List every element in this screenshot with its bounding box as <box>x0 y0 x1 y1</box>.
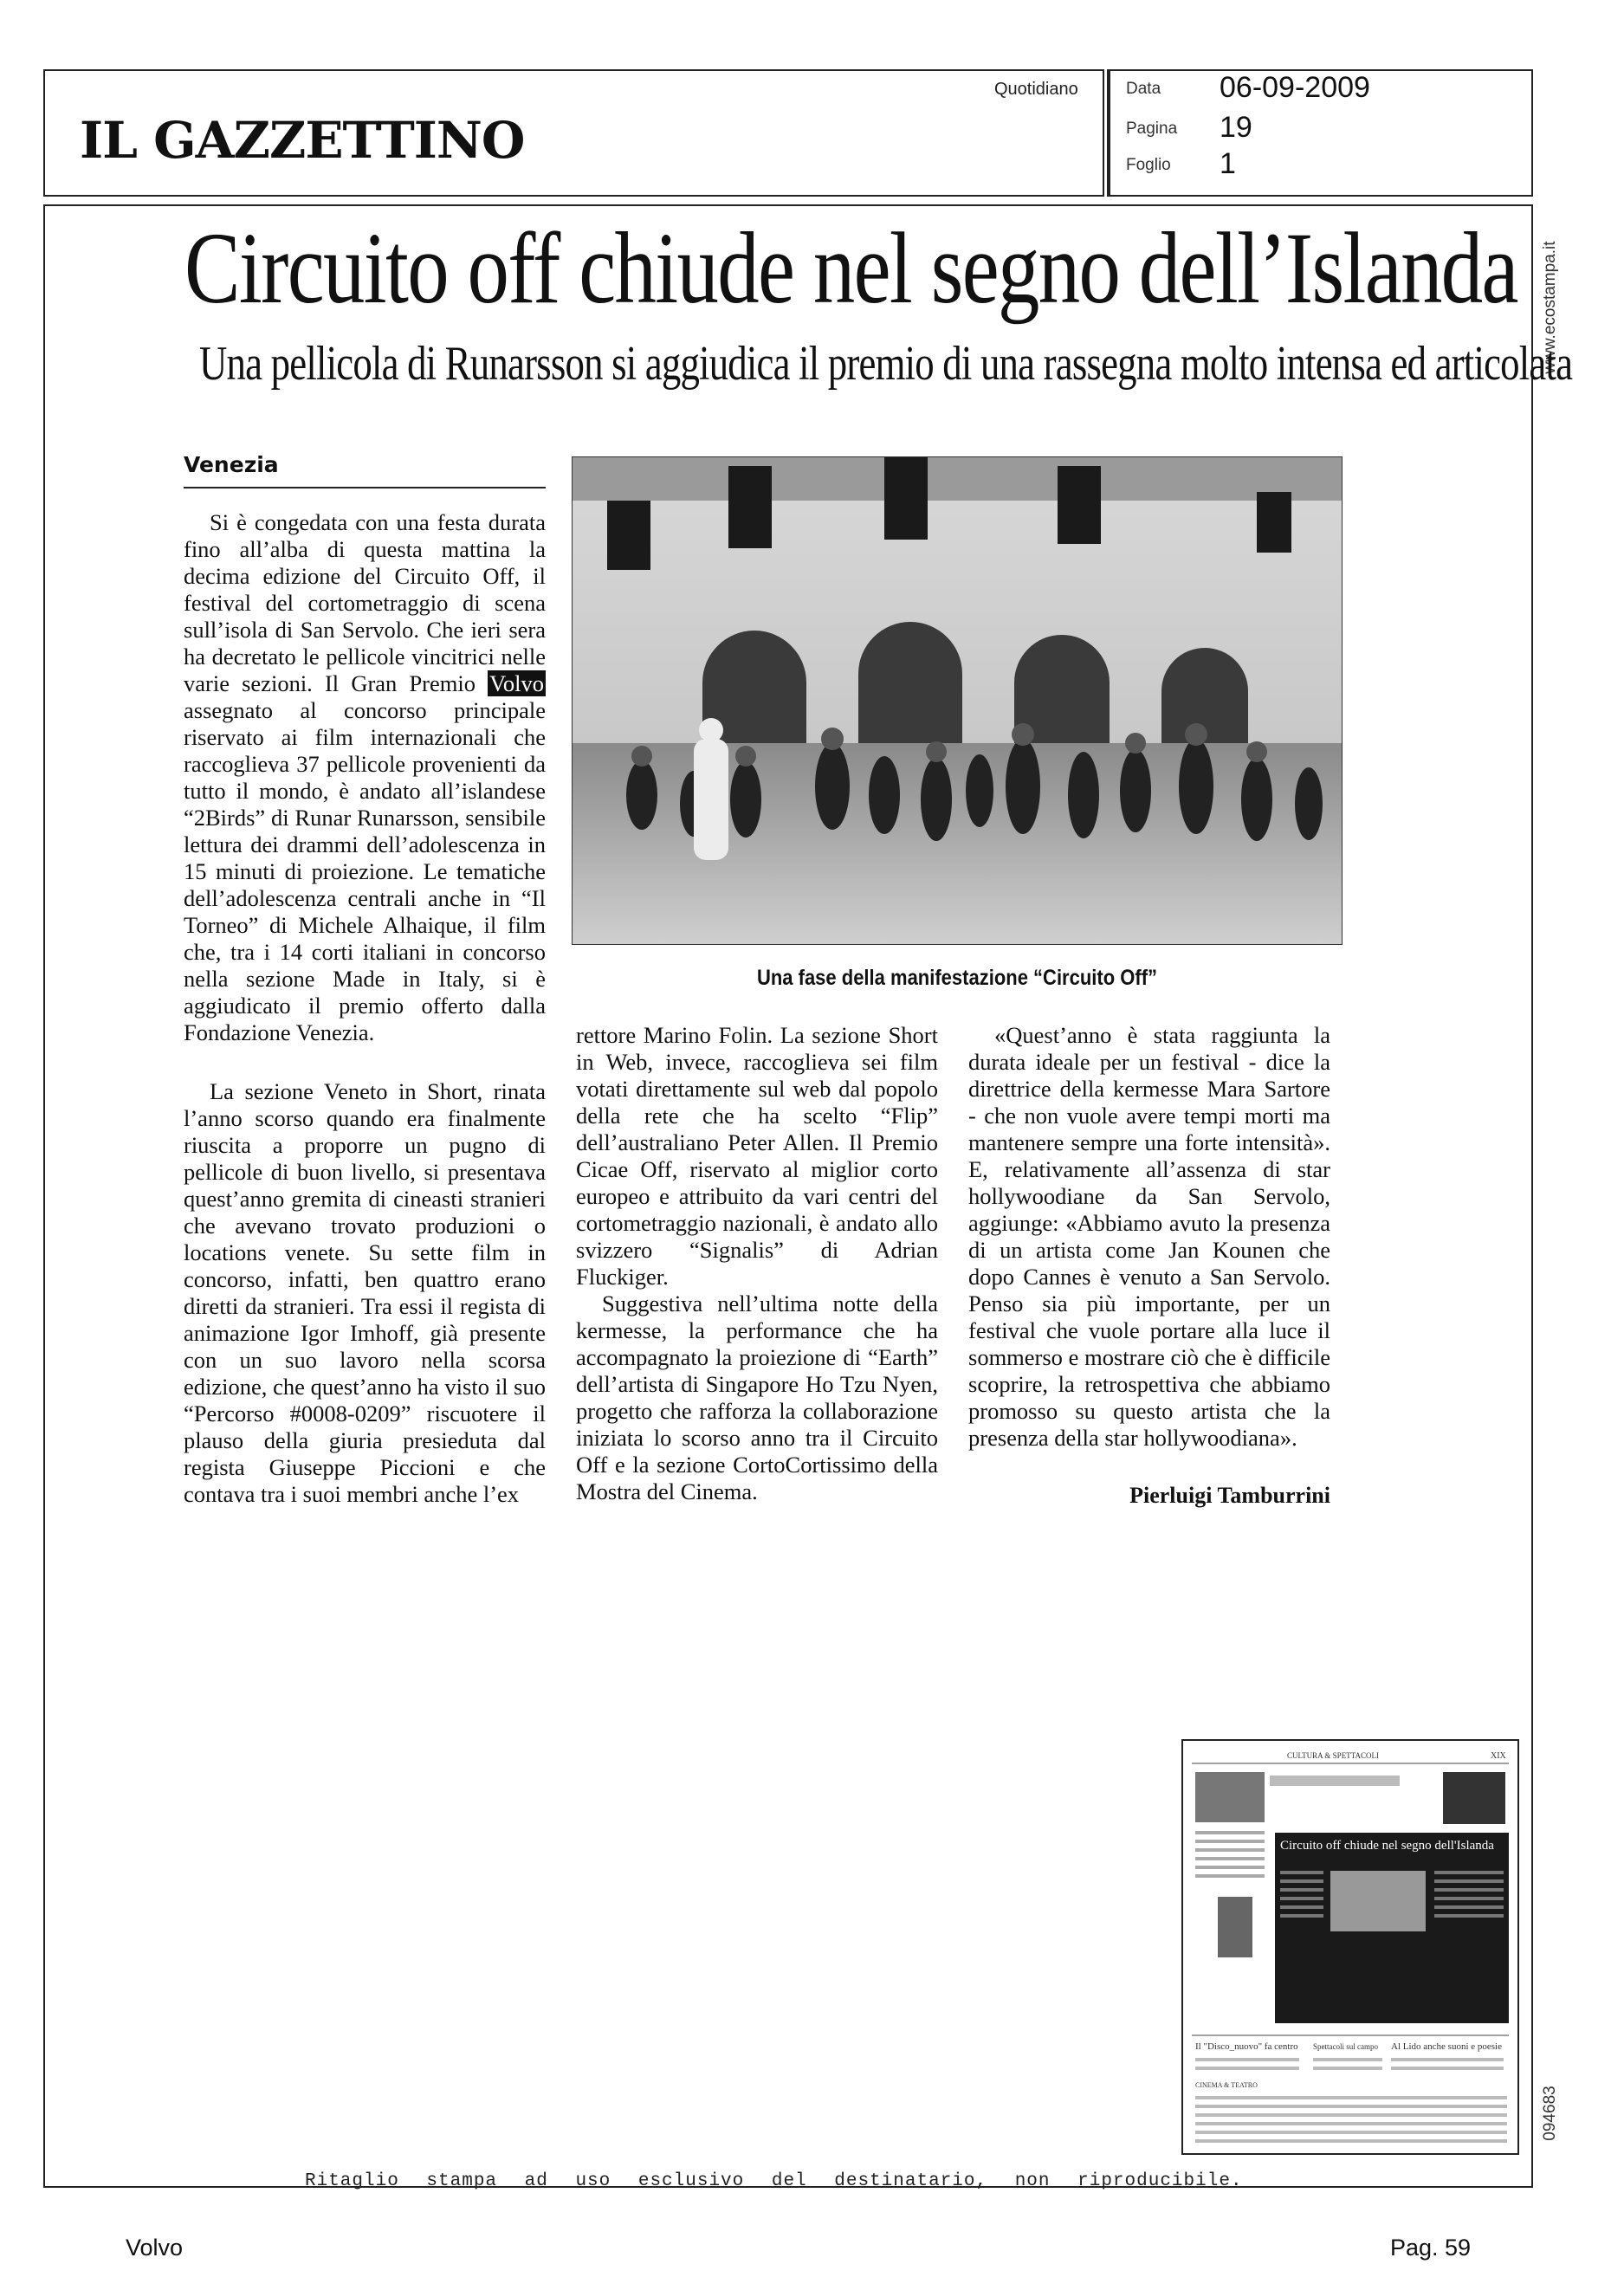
thumb-story4: Al Lido anche suoni e poesie <box>1391 2041 1502 2052</box>
masthead-logo: IL GAZZETTINO <box>80 111 525 170</box>
byline: Pierluigi Tamburrini <box>1129 1483 1330 1508</box>
article-subheadline: Una pellicola di Runarsson si aggiudica il premio di una rassegna molto intensa ed articolata <box>199 337 1573 391</box>
thumbnail-graphic <box>1183 1741 1517 2153</box>
column-1-bottom <box>184 1078 546 1508</box>
thumb-section: CULTURA & SPETTACOLI <box>1287 1751 1379 1760</box>
side-code-text: 094683 <box>1541 2086 1559 2141</box>
paragraph-3: rettore Marino Folin. La sezione Short in Web, invece, raccoglieva sei film votati direttamente sul web dal popolo della rete che ha scelto “Flip” dell’australiano Peter Allen. Il Premio Cicae Off, riservato al miglior corto europeo e attribuito da vari centri del cortometraggio nazionali, è andato allo svizzero “Signalis” di Adrian Fluckiger. <box>576 1022 938 1290</box>
meta-label-pagina: Pagina <box>1126 120 1178 138</box>
thumb-story2: Il "Disco_nuovo" fa centro <box>1195 2041 1298 2052</box>
photo-caption: Una fase della manifestazione “Circuito Off” <box>756 966 1158 990</box>
footer-page-number: Pag. 59 <box>1390 2235 1472 2261</box>
paragraph-1-end: assegnato al concorso principale riservato ai film internazionali che raccoglieva 37 pellicole provenienti da tutto il mondo, è andato all’islandese “2Birds” di Runar Runarsson, sensibile lettura dei drammi dell’adolescenza in 15 minuti di proiezione. Le tematiche dell’adolescenza centrali anche in “Il Torneo” di Michele Alhaique, il film che, tra i 14 corti italiani in concorso nella sezione Made in Italy, si è aggiudicato il premio offerto dalla Fondazione Venezia. <box>184 697 546 1045</box>
paragraph-5: «Quest’anno è stata raggiunta la durata ideale per un festival - dice la direttrice della kermesse Mara Sartore - che non vuole avere tempi morti ma mantenere sempre una forte intensità». E, relativamente all’assenza di star hollywoodiane da San Servolo, aggiunge: «Abbiamo avuto la presenza di un artista come Jan Kounen che dopo Cannes è venuto a San Servolo. Penso sia più importante, per un festival che vuole portare alla luce il sommerso e mostrare ciò che è difficile scoprire, la retrospettiva che abbiamo promosso su questo artista che la presenza della star hollywoodiana». <box>968 1022 1330 1451</box>
column-3 <box>968 1022 1330 1452</box>
footer-client: Volvo <box>126 2235 184 2261</box>
meta-value-pagina: 19 <box>1220 111 1252 144</box>
thumb-page: XIX <box>1491 1751 1506 1761</box>
paragraph-1-start: Si è congedata con una festa durata fino all’alba di questa mattina la decima edizione del Circuito Off, il festival del cortometraggio di scena sull’isola di San Servolo. Che ieri sera ha decretato le pellicole vincitrici nelle varie sezioni. Il Gran Premio <box>184 509 546 696</box>
meta-label-data: Data <box>1126 80 1161 98</box>
paragraph-4: Suggestiva nell’ultima notte della kermesse, la performance che ha accompagnato la proiezione di “Earth” dell’artista di Singapore Ho Tzu Nyen, progetto che rafforza la collaborazione iniziata lo scorso anno tra il Circuito Off e la sezione CortoCortissimo della Mostra del Cinema. <box>576 1291 938 1504</box>
paragraph-1 <box>184 509 546 1046</box>
article-headline: Circuito off chiude nel segno dell’Islanda <box>184 211 1517 325</box>
side-code <box>1533 2061 1568 2165</box>
publication-type: Quotidiano <box>994 80 1078 99</box>
thumb-story3: Spettacoli sul campo <box>1313 2042 1378 2051</box>
paragraph-2: La sezione Veneto in Short, rinata l’anno scorso quando era finalmente riuscita a proporre un pugno di pellicole di buon livello, si presentava quest’anno gremita di cineasti stranieri che avevano trovato produzioni o locations venete. Su sette film in concorso, infatti, ben quattro erano diretti da stranieri. Tra essi il regista di animazione Igor Imhoff, già presente con un suo lavoro nella scorsa edizione, che quest’anno ha visto il suo “Percorso #0008-0209” riscuotere il plauso della giuria presieduta dal regista Giuseppe Piccioni e che contava tra i suoi membri anche l’ex <box>184 1078 546 1507</box>
thumb-section2: CINEMA & TEATRO <box>1195 2081 1258 2089</box>
side-website-text: www.ecostampa.it <box>1541 241 1559 374</box>
meta-value-foglio: 1 <box>1220 147 1236 180</box>
meta-value-data: 06-09-2009 <box>1220 71 1370 104</box>
clipping-notice: Ritaglio stampa ad uso esclusivo del destinatario, non riproducibile. <box>305 2171 1243 2191</box>
thumb-headline: Circuito off chiude nel segno dell'Islanda <box>1280 1839 1494 1853</box>
dateline: Venezia <box>184 452 279 477</box>
dateline-rule <box>184 487 546 488</box>
page-thumbnail <box>1181 1739 1519 2155</box>
column-1-top <box>184 509 546 1046</box>
event-photo <box>572 456 1343 945</box>
highlighted-keyword: Volvo <box>489 670 545 696</box>
meta-label-foglio: Foglio <box>1126 156 1171 174</box>
courtyard-crowd-image <box>573 457 1342 944</box>
column-2 <box>576 1022 938 1505</box>
